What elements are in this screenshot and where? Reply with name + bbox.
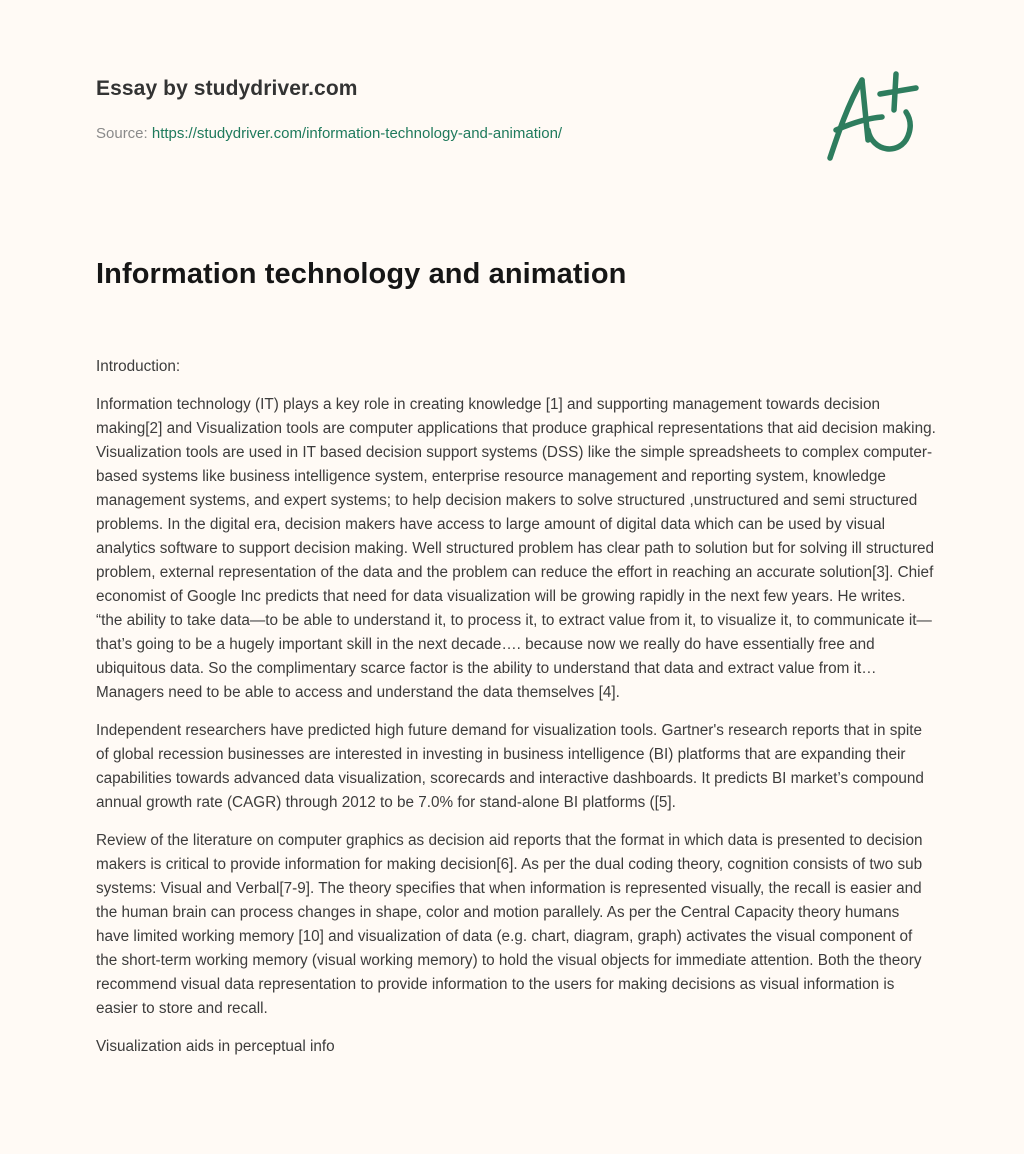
paragraph: Review of the literature on computer graphics as decision aid reports that the format in which data is presented to decision makers is critical to provide information for making decision[6]. As per the dual coding theory, cognition consists of two sub systems: Visual and Verbal[7-9]. The theory specifies that when information is represented visually, the recall is easier and the human brain can process changes in shape, color and motion parallely. As per the Central Capacity theory humans have limited working memory [10] and visualization of data (e.g. chart, diagram, graph) activates the visual component of the short-term working memory (visual working memory) to hold the visual objects for immediate attention. Both the theory recommend visual data representation to provide information to the users for making decisions as visual information is easier to store and recall.: [96, 832, 923, 1017]
source-label: Source:: [96, 125, 148, 142]
paragraph: Independent researchers have predicted high future demand for visualization tools. Gartner's research reports that in spite of global recession businesses are interested in investing in business intelligence (BI) platforms that are expanding their capabilities towards advanced data visualization, scorecards and interactive dashboards. It predicts BI market’s compound annual growth rate (CAGR) through 2012 to be 7.0% for stand-alone BI platforms ([5].: [96, 722, 924, 811]
paragraph: Information technology (IT) plays a key role in creating knowledge [1] and supporting management towards decision making[2] and Visualization tools are computer applications that produce graphical representations that aid decision making. Visualization tools are used in IT based decision support systems (DSS) like the simple spreadsheets to complex computer-based systems like business intelligence system, enterprise resource management and reporting system, knowledge management systems, and expert systems; to help decision makers to solve structured ,unstructured and semi structured problems. In the digital era, decision makers have access to large amount of digital data which can be used by visual analytics software to support decision making. Well structured problem has clear path to solution but for solving ill structured problem, external representation of the data and the problem can reduce the effort in reaching an accurate solution[3]. Chief economist of Google Inc predicts that need for data visualization will be growing rapidly in the next few years. He writes. “the ability to take data—to be able to understand it, to process it, to extract value from it, to visualize it, to communicate it—that’s going to be a hugely important skill in the next decade…. because now we really do have essentially free and ubiquitous data. So the complimentary scarce factor is the ability to understand that data and extract value from it… Managers need to be able to access and understand the data themselves [4].: [96, 396, 936, 701]
paragraph-truncated: Visualization aids in perceptual info: [96, 1038, 335, 1055]
article-body: [96, 355, 936, 1073]
source-link[interactable]: https://studydriver.com/information-technology-and-animation/: [151, 125, 563, 142]
article-title: Information technology and animation: [96, 258, 627, 290]
site-header: [96, 74, 796, 144]
paragraph-intro-heading: Introduction:: [96, 358, 181, 375]
brand-title: Essay by studydriver.com: [96, 77, 358, 100]
a-plus-grade-icon: [820, 64, 930, 164]
source-line: [96, 124, 796, 144]
